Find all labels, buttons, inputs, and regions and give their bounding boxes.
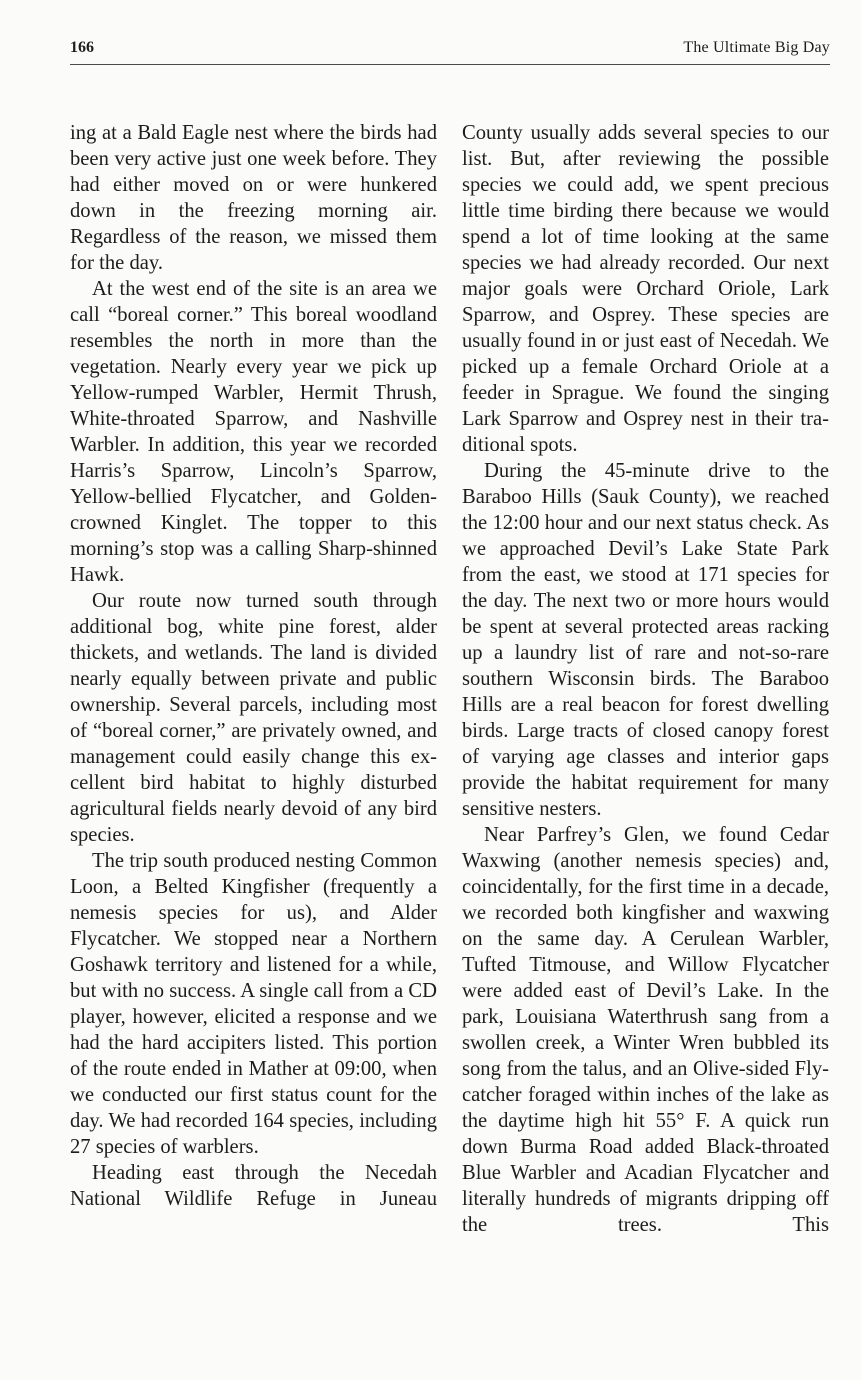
paragraph: Near Parfrey’s Glen, we found Cedar Waxwing (another nemesis species) and, coincidentally, for the first time in a decade, we recorded both kingfisher and waxwing on the same day. A Cerulean Warbler, Tufted Titmouse, and Willow Flycatcher were added east of Devil’s Lake. In the park, Louisiana Waterthrush sang from a swollen creek, a Winter Wren bubbled its song from the talus, and an Olive-sided Flycatcher foraged within inches of the lake as the daytime high hit 55° F. A quick run down Burma Road added Black-throated Blue Warbler and Acadian Flycatcher and literally hundreds of migrants dripping off the trees. This (462, 824, 829, 1236)
paragraph: County usually adds several species to our list. But, after reviewing the possible species we could add, we spent precious little time birding there because we would spend a lot of time looking at the same species we had already recorded. Our next major goals were Orchard Oriole, Lark Sparrow, and Osprey. These species are usually found in or just east of Necedah. We picked up a female Orchard Oriole at a feeder in Sprague. We found the singing Lark Sparrow and Osprey nest in their traditional spots. (462, 122, 829, 456)
page-number: 166 (70, 39, 94, 56)
paragraph: During the 45-minute drive to the Baraboo Hills (Sauk County), we reached the 12:00 hour and our next status check. As we approached Devil’s Lake State Park from the east, we stood at 171 species for the day. The next two or more hours would be spent at several protected areas racking up a laundry list of rare and not-so-rare southern Wisconsin birds. The Baraboo Hills are a real beacon for forest dwelling birds. Large tracts of closed canopy forest of varying age classes and interior gaps provide the habitat requirement for many sensitive nesters. (462, 460, 829, 820)
page-header (70, 38, 830, 65)
paragraph: Heading east through the Necedah National Wildlife Refuge in Juneau (70, 1162, 437, 1210)
left-column (70, 120, 437, 1212)
paragraph: Our route now turned south through additional bog, white pine forest, alder thickets, and wetlands. The land is divided nearly equally between private and public ownership. Several parcels, including most of “boreal corner,” are privately owned, and management could easily change this excellent bird habitat to highly disturbed agricultural fields nearly devoid of any bird species. (70, 590, 437, 846)
right-column (462, 120, 829, 1238)
paragraph: ing at a Bald Eagle nest where the birds had been very active just one week before. They had either moved on or were hunkered down in the freezing morning air. Regardless of the reason, we missed them for the day. (70, 122, 437, 274)
paragraph: At the west end of the site is an area we call “boreal corner.” This boreal woodland resembles the north in more than the vegetation. Nearly every year we pick up Yellow-rumped Warbler, Hermit Thrush, White-throated Sparrow, and Nashville Warbler. In addition, this year we recorded Harris’s Sparrow, Lincoln’s Sparrow, Yellow-bellied Flycatcher, and Golden-crowned Kinglet. The topper to this morning’s stop was a calling Sharp-shinned Hawk. (70, 278, 437, 586)
paragraph: The trip south produced nesting Common Loon, a Belted Kingfisher (frequently a nemesis species for us), and Alder Flycatcher. We stopped near a Northern Goshawk territory and listened for a while, but with no success. A single call from a CD player, however, elicited a response and we had the hard accipiters listed. This portion of the route ended in Mather at 09:00, when we conducted our first status count for the day. We had recorded 164 species, including 27 species of warblers. (70, 850, 437, 1158)
running-title: The Ultimate Big Day (683, 39, 830, 56)
